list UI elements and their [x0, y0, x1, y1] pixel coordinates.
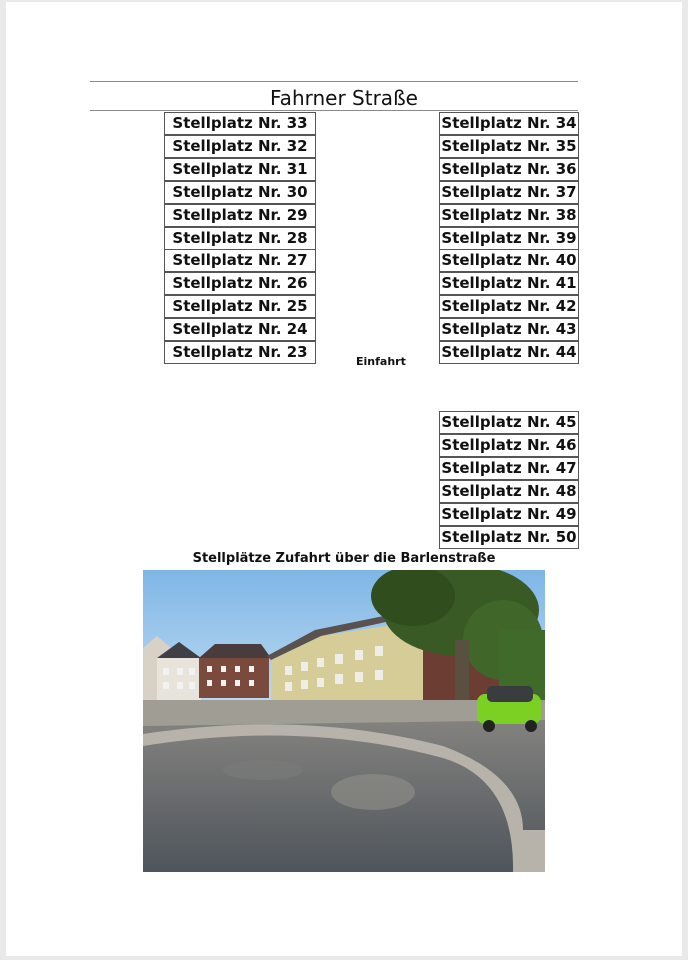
parking-spot: Stellplatz Nr. 35	[439, 135, 579, 158]
parking-spot: Stellplatz Nr. 47	[439, 457, 579, 480]
parking-spot: Stellplatz Nr. 31	[164, 158, 316, 181]
parking-spot: Stellplatz Nr. 50	[439, 526, 579, 549]
parking-spot: Stellplatz Nr. 49	[439, 503, 579, 526]
photo-caption: Stellplätze Zufahrt über die Barlenstraße	[192, 551, 496, 566]
parking-spot: Stellplatz Nr. 26	[164, 272, 316, 295]
parking-spot: Stellplatz Nr. 32	[164, 135, 316, 158]
parking-spot: Stellplatz Nr. 28	[164, 227, 316, 250]
parking-spot: Stellplatz Nr. 27	[164, 249, 316, 272]
parking-spot: Stellplatz Nr. 41	[439, 272, 579, 295]
entrance-label: Einfahrt	[356, 355, 406, 368]
parking-spot: Stellplatz Nr. 46	[439, 434, 579, 457]
parking-spot: Stellplatz Nr. 45	[439, 411, 579, 434]
parking-spot: Stellplatz Nr. 40	[439, 249, 579, 272]
parking-spot: Stellplatz Nr. 29	[164, 204, 316, 227]
parking-spot: Stellplatz Nr. 36	[439, 158, 579, 181]
street-title: Fahrner Straße	[270, 86, 418, 110]
parking-spot: Stellplatz Nr. 38	[439, 204, 579, 227]
parking-spot: Stellplatz Nr. 42	[439, 295, 579, 318]
parking-spot: Stellplatz Nr. 23	[164, 341, 316, 364]
title-rule	[90, 110, 578, 111]
parking-spot: Stellplatz Nr. 48	[439, 480, 579, 503]
parking-spot: Stellplatz Nr. 33	[164, 112, 316, 135]
parking-spot: Stellplatz Nr. 37	[439, 181, 579, 204]
parking-spot: Stellplatz Nr. 34	[439, 112, 579, 135]
parking-spot: Stellplatz Nr. 24	[164, 318, 316, 341]
parking-spot: Stellplatz Nr. 25	[164, 295, 316, 318]
document-page	[6, 2, 682, 956]
parking-spot: Stellplatz Nr. 44	[439, 341, 579, 364]
parking-spot: Stellplatz Nr. 30	[164, 181, 316, 204]
parking-spot: Stellplatz Nr. 39	[439, 227, 579, 250]
top-rule	[90, 81, 578, 82]
parking-lot-photo	[143, 570, 545, 872]
parking-spot: Stellplatz Nr. 43	[439, 318, 579, 341]
